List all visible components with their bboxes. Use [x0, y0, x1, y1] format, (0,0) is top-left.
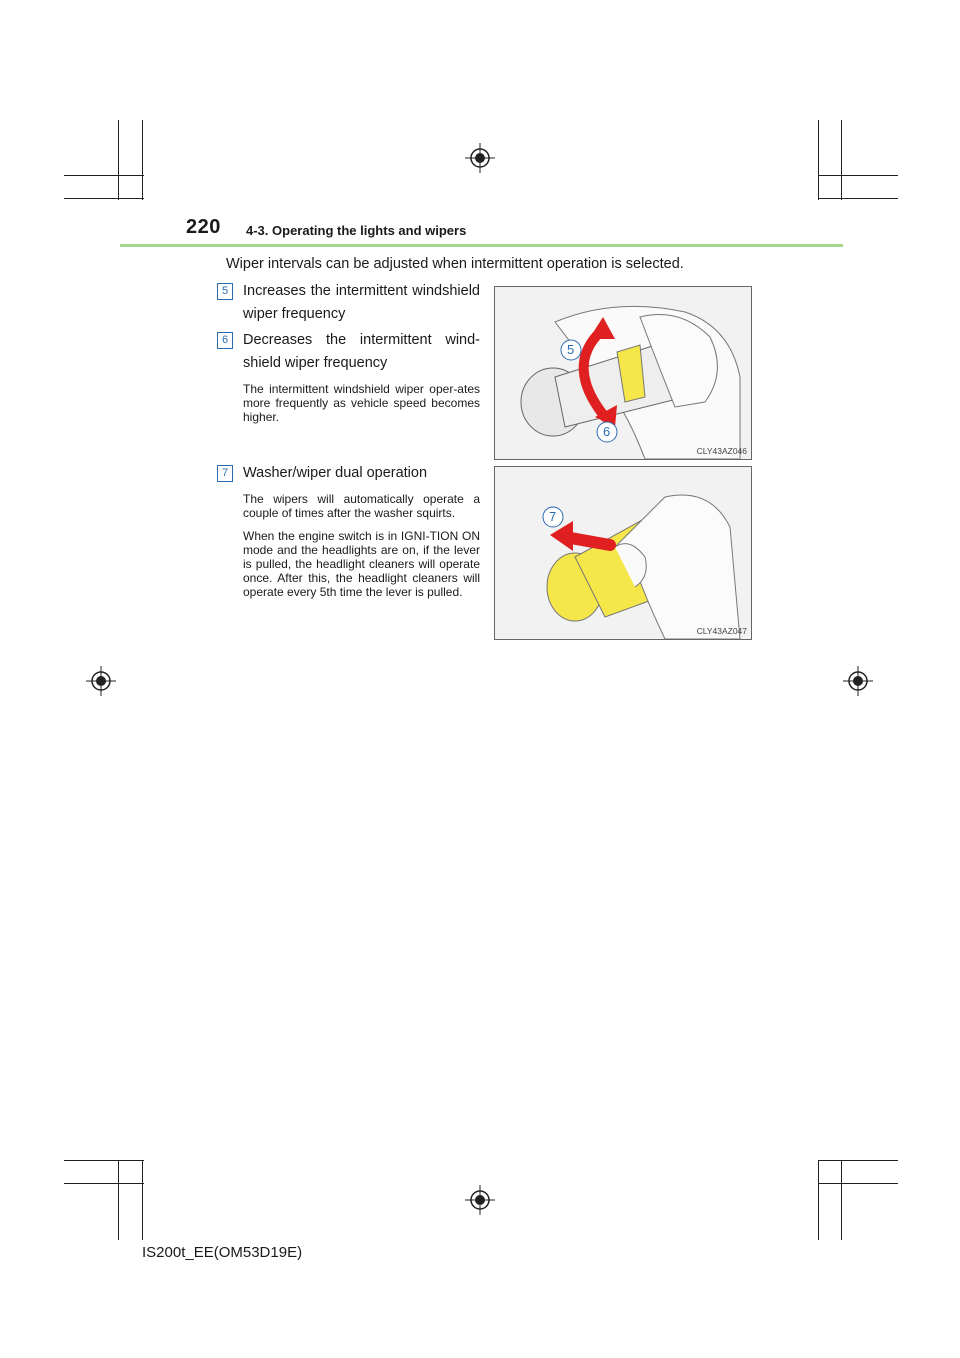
- page-number: 220: [186, 216, 221, 238]
- footer-code: IS200t_EE(OM53D19E): [142, 1244, 303, 1261]
- figure-code: CLY43AZ046: [696, 446, 747, 456]
- crop-mark: [818, 120, 819, 200]
- registration-mark-icon: [465, 1185, 495, 1215]
- header-rule: [120, 244, 843, 247]
- crop-mark: [841, 120, 842, 200]
- item-number-badge: 6: [217, 332, 233, 349]
- registration-mark-icon: [465, 143, 495, 173]
- crop-mark: [64, 1160, 144, 1161]
- crop-mark: [64, 175, 144, 176]
- crop-mark: [64, 198, 144, 199]
- figure-wiper-frequency: [494, 286, 752, 460]
- section-title: 4-3. Operating the lights and wipers: [246, 223, 467, 238]
- registration-mark-icon: [843, 666, 873, 696]
- figure-washer-operation: [494, 466, 752, 640]
- wiper-lever-illustration: [495, 287, 751, 459]
- registration-mark-icon: [86, 666, 116, 696]
- item-note: The wipers will automatically operate a couple of times after the washer squirts.: [243, 492, 480, 520]
- crop-mark: [818, 1160, 819, 1240]
- intro-text: Wiper intervals can be adjusted when intermittent operation is selected.: [226, 256, 684, 272]
- callout-label: 6: [603, 424, 611, 439]
- item-text: Washer/wiper dual operation: [243, 465, 428, 481]
- crop-mark: [818, 1160, 898, 1161]
- figure-code: CLY43AZ047: [696, 626, 747, 636]
- crop-mark: [118, 1160, 119, 1240]
- crop-mark: [64, 1183, 144, 1184]
- callout-label: 7: [549, 509, 557, 524]
- crop-mark: [818, 198, 898, 199]
- item-text: Decreases the intermittent wind-shield wiper frequency: [243, 332, 480, 371]
- item-number-badge: 7: [217, 465, 233, 482]
- crop-mark: [142, 120, 143, 200]
- item-text: Increases the intermittent windshield wiper frequency: [243, 283, 480, 322]
- crop-mark: [818, 1183, 898, 1184]
- item-note: When the engine switch is in IGNI-TION ON mode and the headlights are on, if the lever is pulled, the headlight cleaners will operate once. After this, the headlight cleaners will operate every 5th time the lever is pulled.: [243, 529, 480, 599]
- callout-label: 5: [567, 342, 575, 357]
- item-note: The intermittent windshield wiper oper-ates more frequently as vehicle speed becomes higher.: [243, 382, 480, 424]
- crop-mark: [118, 120, 119, 200]
- washer-lever-illustration: [495, 467, 751, 639]
- item-number-badge: 5: [217, 283, 233, 300]
- crop-mark: [142, 1160, 143, 1240]
- crop-mark: [818, 175, 898, 176]
- crop-mark: [841, 1160, 842, 1240]
